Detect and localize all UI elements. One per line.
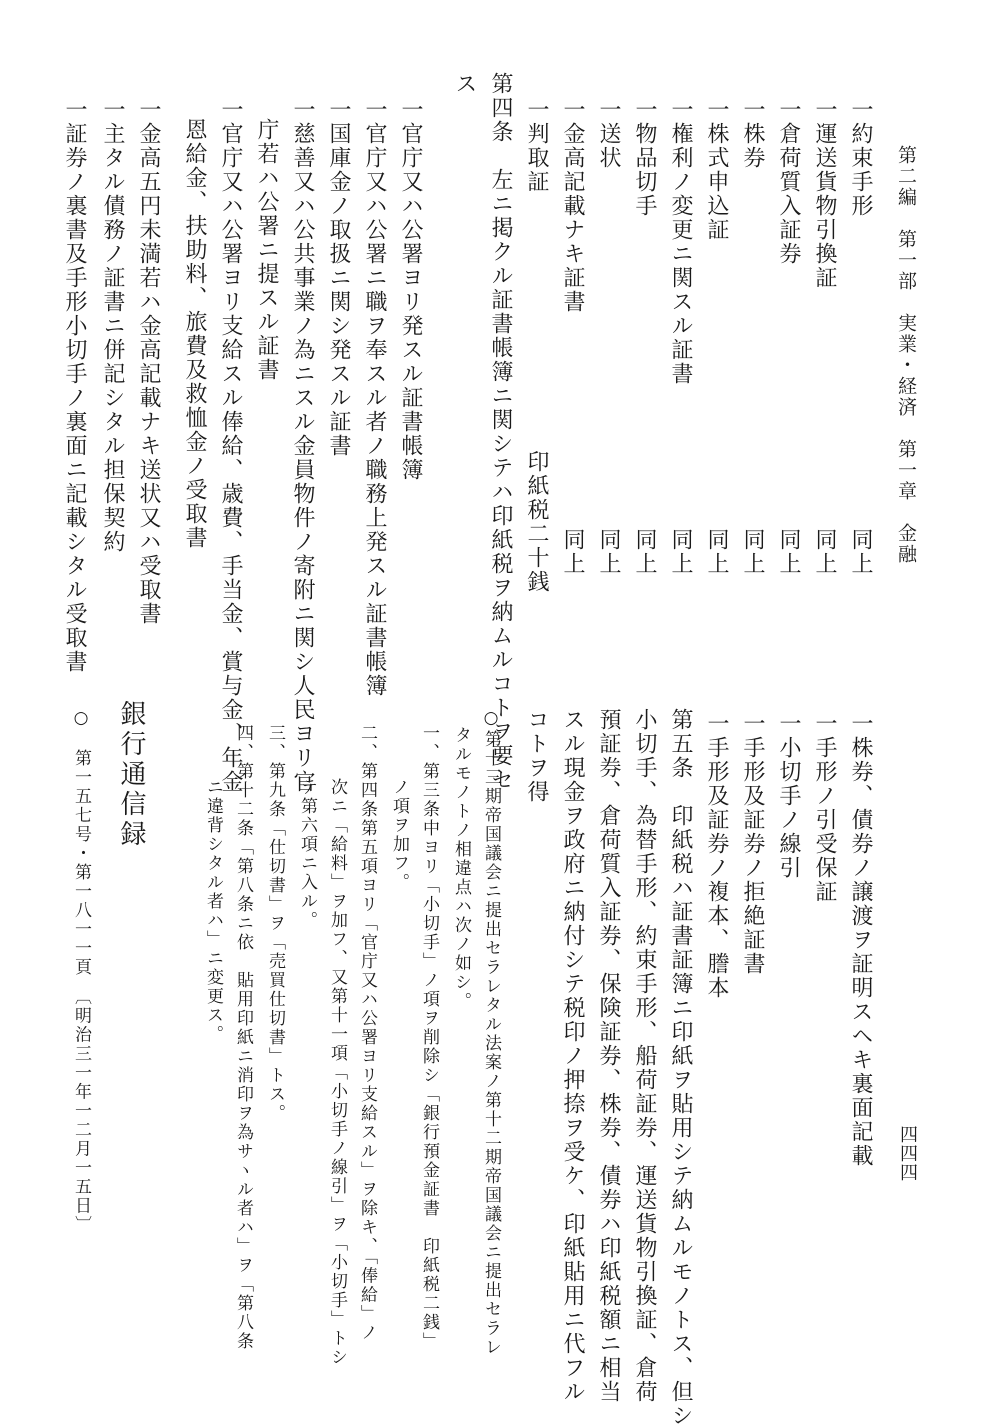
exempt-item: 一慈善又ハ公共事業ノ為ニスル金員物件ノ寄附ニ関シ人民ヨリ官 [290, 98, 315, 794]
diet-note-point: 三、第九条「仕切書」ヲ「売買仕切書」トス。 [265, 724, 285, 1123]
article-5-text: 預証券、倉荷質入証券、保険証券、株券、債券ハ印紙税額ニ相当 [596, 708, 621, 1404]
diet-note-intro: タルモノトノ相違点ハ次ノ如シ。 [451, 726, 471, 1011]
exempt-item: 一手形及証券ノ複本、謄本 [704, 712, 729, 1000]
list-item: 一倉荷質入証券 [776, 98, 801, 266]
diet-note-point: 四、第十二条「第八条ニ依 貼用印紙ニ消印ヲ為サヽル者ハ」ヲ「第八条 [233, 724, 253, 1351]
diet-note-point: テ第六項ニ入ル。 [297, 778, 317, 930]
list-item: 一判取証 [524, 98, 549, 194]
article-5-text: スル現金ヲ政府ニ納付シテ税印ノ押捺ヲ受ケ、印紙貼用ニ代フル [560, 708, 585, 1404]
exempt-item: 一手形及証券ノ拒絶証書 [740, 712, 765, 976]
article-5-heading: 第五条 印紙税ハ証書証簿ニ印紙ヲ貼用シテ納ムルモノトス、但シ [668, 708, 693, 1428]
exempt-item: 一手形ノ引受保証 [812, 712, 837, 904]
list-item-note: 同上 [596, 528, 621, 576]
list-item-note: 同上 [776, 528, 801, 576]
exempt-item: 一小切手ノ線引 [776, 712, 801, 880]
article-4-heading: 第四条 左ニ掲クル証書帳簿ニ関シテハ印紙税ヲ納ムルコトヲ要セ [488, 72, 513, 792]
list-item-note: 同上 [668, 528, 693, 576]
exempt-item: 一金高五円未満若ハ金高記載ナキ送状又ハ受取書 [136, 98, 161, 626]
list-item: 一株券 [740, 98, 765, 170]
list-item: 一株式申込証 [704, 98, 729, 242]
list-item-note: 同上 [560, 528, 585, 576]
diet-note-point: ニ違背シタル者ハ」ニ変更ス。 [203, 778, 223, 1044]
diet-note-point: 一、第三条中ヨリ「小切手」ノ項ヲ削除シ「銀行預金証書 印紙税二銭」 [419, 724, 439, 1351]
page-number: 四四四 [897, 1125, 918, 1182]
list-item: 一運送貨物引換証 [812, 98, 837, 290]
exempt-item: 一株券、債券ノ譲渡ヲ証明スヘキ裏面記載 [848, 712, 873, 1168]
exempt-item: 一国庫金ノ取扱ニ関シ発スル証書 [326, 98, 351, 458]
list-item-note: 同上 [812, 528, 837, 576]
running-title: 第二編 第一部 実業・経済 第一章 金融 [895, 145, 917, 565]
list-item-note: 同上 [632, 528, 657, 576]
list-item-note: 同上 [848, 528, 873, 576]
list-item-note: 同上 [740, 528, 765, 576]
list-item: 一約束手形 [848, 98, 873, 218]
source-citation: ○ 第一五七号・第一八一一頁 〔明治三一年一二月一五日〕 [71, 708, 91, 1235]
list-item: 一物品切手 [632, 98, 657, 218]
diet-note-point: 次ニ「給料」ヲ加フ、又第十一項「小切手ノ線引」ヲ「小切手」トシ [327, 778, 347, 1367]
list-item-note: 印紙税二十銭 [524, 450, 549, 594]
diet-note-point: ノ項ヲ加フ。 [389, 778, 409, 892]
exempt-item: 一官庁又ハ公署ヨリ発スル証書帳簿 [398, 98, 423, 482]
diet-note-point: 二、第四条第五項ヨリ「官庁又ハ公署ヨリ支給スル」ヲ除キ、「俸給」ノ [357, 724, 377, 1343]
diet-note-intro: ○第十三期帝国議会ニ提出セラレタル法案ノ第十二期帝国議会ニ提出セラレ [481, 708, 501, 1357]
list-item: 一金高記載ナキ証書 [560, 98, 585, 314]
exempt-item-continuation: 恩給金、扶助料、旅費及救恤金ノ受取書 [182, 118, 207, 550]
exempt-item: 一官庁又ハ公署ニ職ヲ奉スル者ノ職務上発スル証書帳簿 [362, 98, 387, 698]
exempt-item: 一主タル債務ノ証書ニ併記シタル担保契約 [100, 98, 125, 554]
list-item: 一送状 [596, 98, 621, 170]
article-5-text: 小切手、為替手形、約束手形、船荷証券、運送貨物引換証、倉荷 [632, 708, 657, 1404]
article-4-continuation: ス [452, 72, 477, 96]
exempt-item: 一証券ノ裏書及手形小切手ノ裏面ニ記載シタル受取書 [62, 98, 87, 674]
source-title: 銀行通信録 [116, 700, 146, 850]
list-item: 一権利ノ変更ニ関スル証書 [668, 98, 693, 386]
exempt-item: 一官庁又ハ公署ヨリ支給スル俸給、歳費、手当金、賞与金、年金 [218, 98, 243, 794]
list-item-note: 同上 [704, 528, 729, 576]
exempt-item-continuation: 庁若ハ公署ニ提スル証書 [254, 118, 279, 382]
article-5-text: コトヲ得 [524, 708, 549, 804]
